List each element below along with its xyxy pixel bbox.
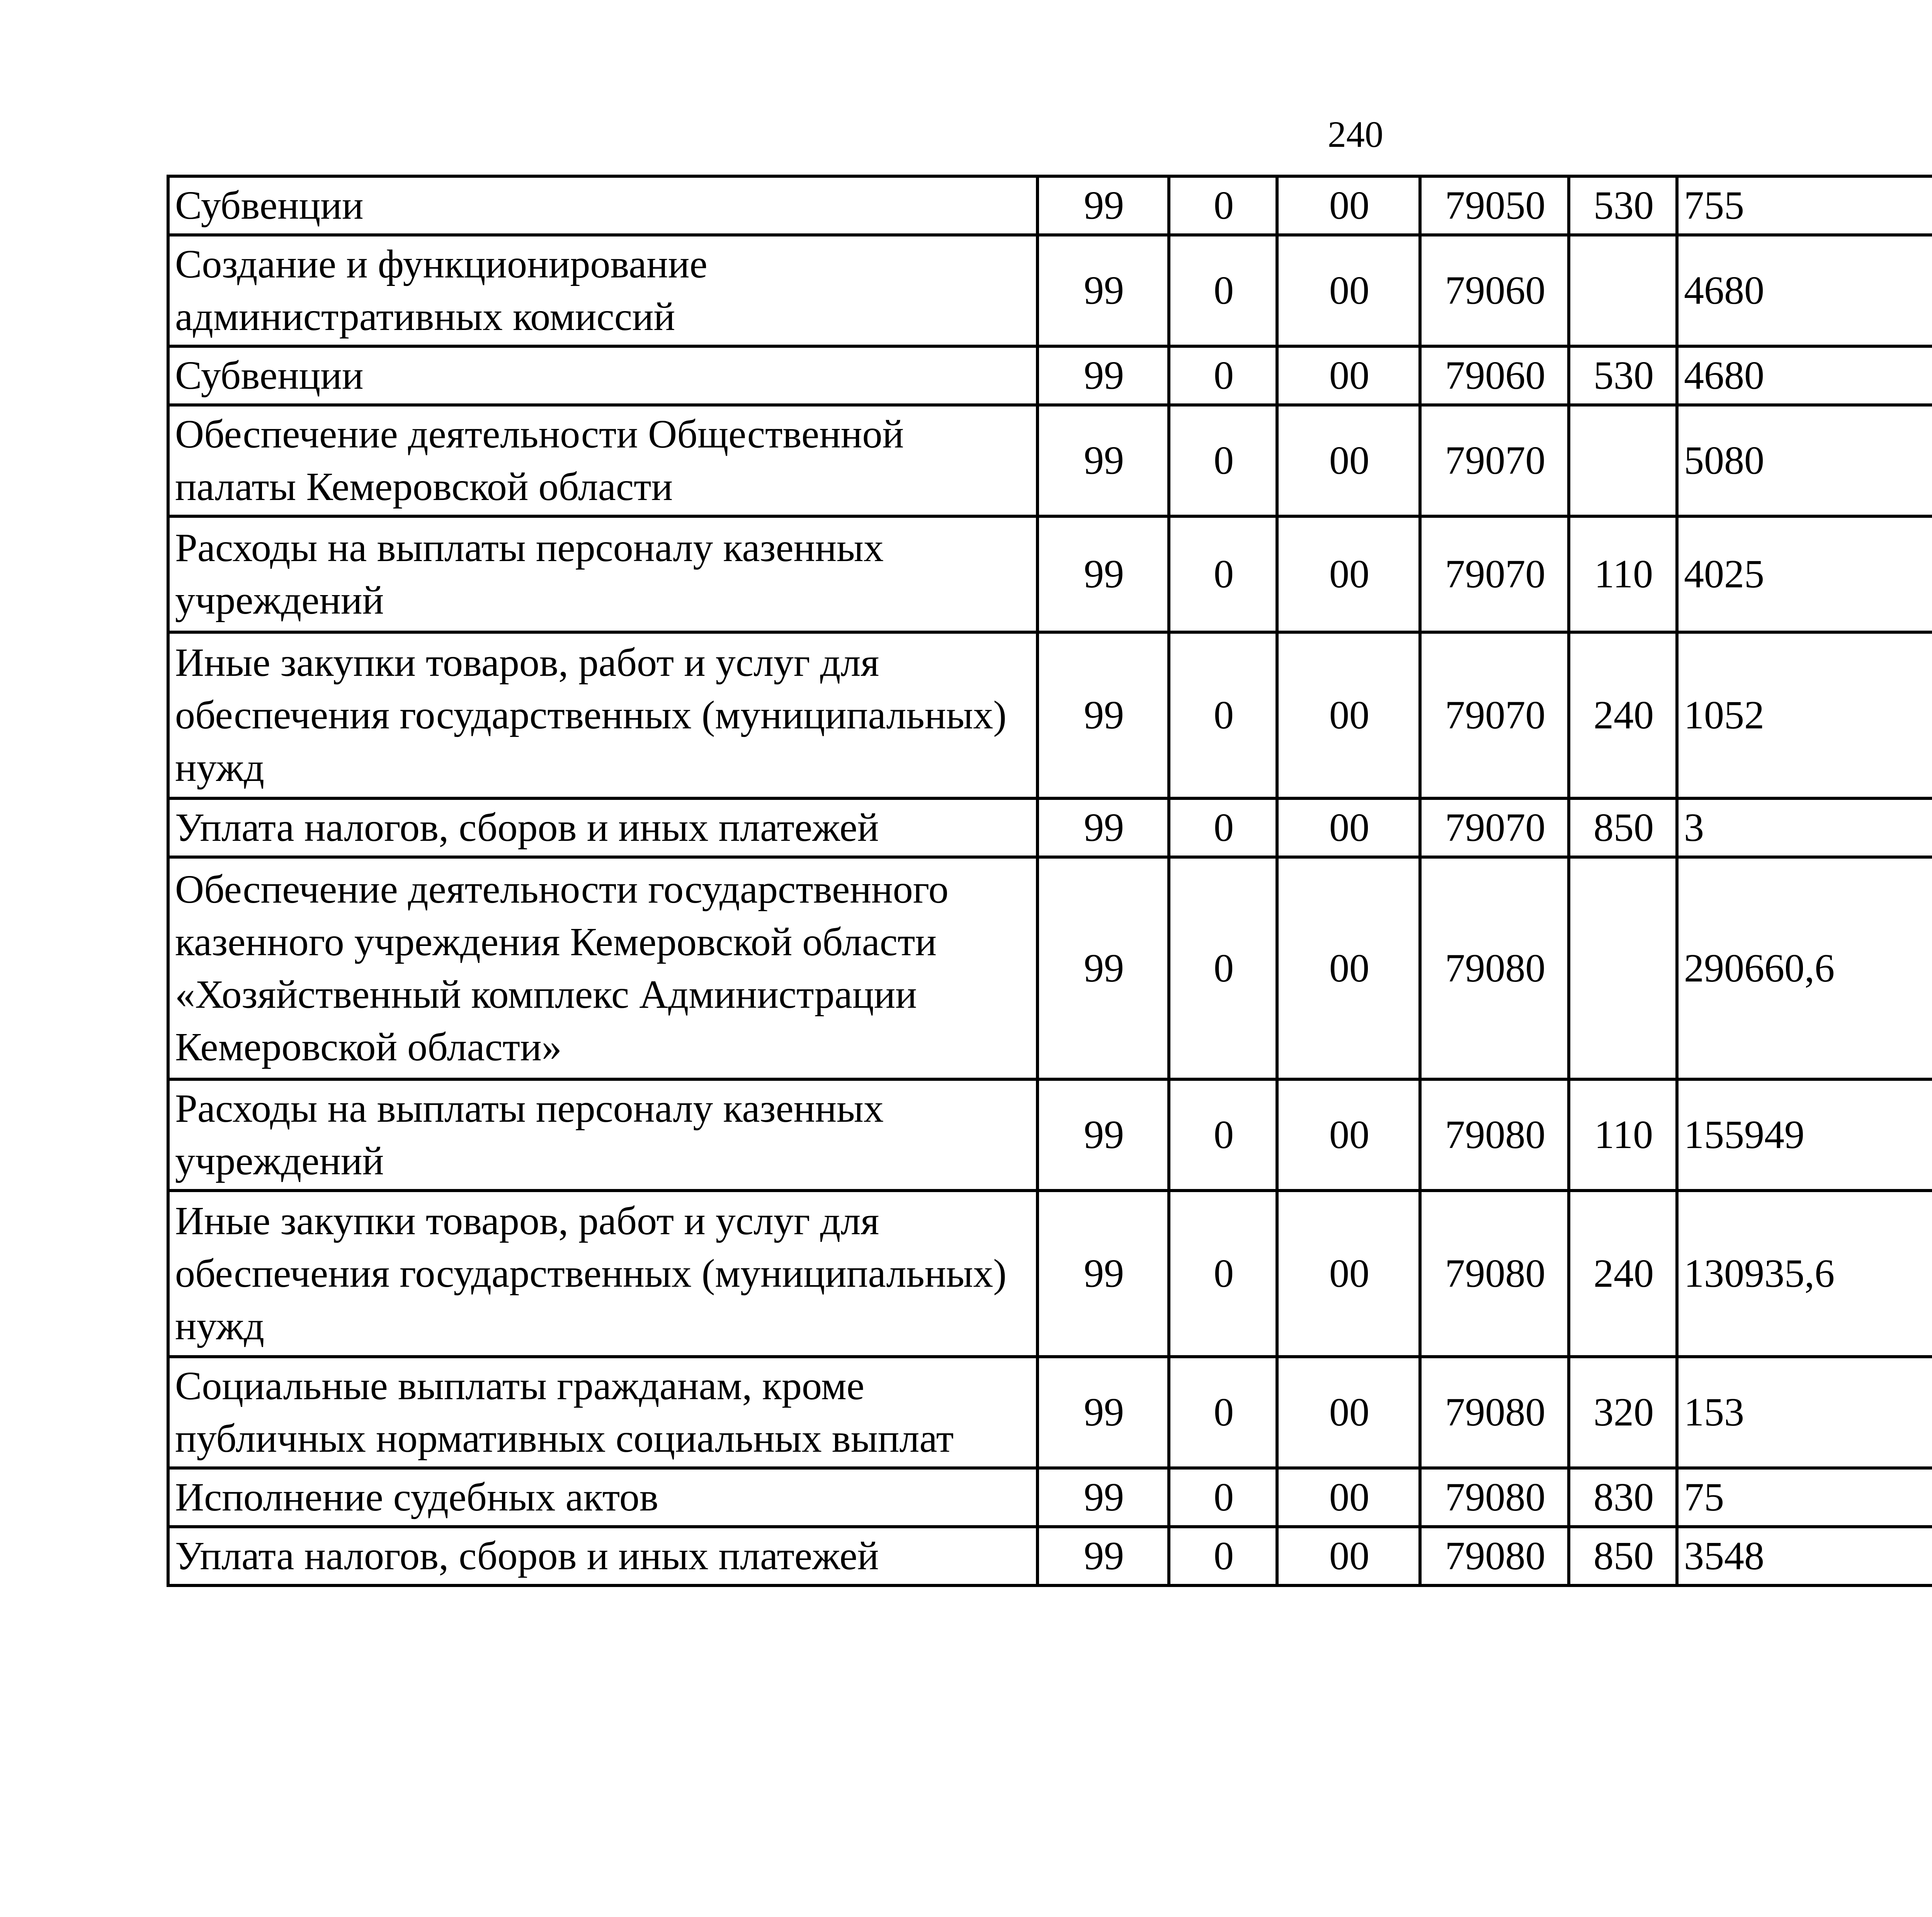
sum-year-1: 4680	[1677, 235, 1932, 346]
code-subprogram: 00	[1277, 1468, 1420, 1527]
code-expense-type: 110	[1569, 1079, 1677, 1191]
table-row	[168, 632, 1932, 798]
code-program: 0	[1169, 798, 1277, 857]
code-subprogram: 00	[1277, 857, 1420, 1079]
sum-year-1: 1052	[1677, 632, 1932, 798]
code-section: 99	[1037, 1527, 1169, 1585]
code-expense-type: 530	[1569, 346, 1677, 405]
code-program: 0	[1169, 632, 1277, 798]
code-section: 99	[1037, 1468, 1169, 1527]
row-name: Субвенции	[168, 346, 1037, 405]
code-subprogram: 00	[1277, 235, 1420, 346]
code-subprogram: 00	[1277, 516, 1420, 632]
code-direction: 79060	[1420, 346, 1569, 405]
code-section: 99	[1037, 346, 1169, 405]
code-expense-type: 850	[1569, 798, 1677, 857]
code-section: 99	[1037, 1357, 1169, 1468]
code-section: 99	[1037, 516, 1169, 632]
code-direction: 79080	[1420, 1527, 1569, 1585]
code-expense-type	[1569, 405, 1677, 516]
code-direction: 79080	[1420, 1191, 1569, 1357]
row-name: Расходы на выплаты персоналу казенных учреждений	[168, 516, 1037, 632]
code-subprogram: 00	[1277, 1527, 1420, 1585]
code-program: 0	[1169, 1191, 1277, 1357]
sum-year-1: 75	[1677, 1468, 1932, 1527]
row-name: Уплата налогов, сборов и иных платежей	[168, 798, 1037, 857]
row-name: Уплата налогов, сборов и иных платежей	[168, 1527, 1037, 1585]
row-name: Исполнение судебных актов	[168, 1468, 1037, 1527]
row-name: Создание и функционирование административных комиссий	[168, 235, 1037, 346]
row-name: Обеспечение деятельности государственного казенного учреждения Кемеровской области «Хозяйственный комплекс Администрации Кемеровской области»	[168, 857, 1037, 1079]
sum-year-1: 130935,6	[1677, 1191, 1932, 1357]
code-direction: 79080	[1420, 1468, 1569, 1527]
code-expense-type: 830	[1569, 1468, 1677, 1527]
table-row	[168, 176, 1932, 235]
row-name: Субвенции	[168, 176, 1037, 235]
budget-table	[167, 175, 1932, 1587]
table-row	[168, 516, 1932, 632]
code-expense-type: 240	[1569, 632, 1677, 798]
code-subprogram: 00	[1277, 632, 1420, 798]
row-name: Иные закупки товаров, работ и услуг для обеспечения государственных (муниципальных) нужд	[168, 632, 1037, 798]
code-direction: 79080	[1420, 857, 1569, 1079]
table-row	[168, 857, 1932, 1079]
sum-year-1: 3	[1677, 798, 1932, 857]
code-expense-type: 530	[1569, 176, 1677, 235]
sum-year-1: 3548	[1677, 1527, 1932, 1585]
code-section: 99	[1037, 632, 1169, 798]
row-name: Расходы на выплаты персоналу казенных учреждений	[168, 1079, 1037, 1191]
code-section: 99	[1037, 235, 1169, 346]
table-row	[168, 405, 1932, 516]
code-program: 0	[1169, 405, 1277, 516]
code-program: 0	[1169, 1468, 1277, 1527]
code-section: 99	[1037, 857, 1169, 1079]
code-expense-type	[1569, 857, 1677, 1079]
code-subprogram: 00	[1277, 176, 1420, 235]
sum-year-1: 755	[1677, 176, 1932, 235]
code-expense-type: 240	[1569, 1191, 1677, 1357]
table-row	[168, 1468, 1932, 1527]
code-program: 0	[1169, 1079, 1277, 1191]
code-direction: 79050	[1420, 176, 1569, 235]
code-direction: 79080	[1420, 1079, 1569, 1191]
code-program: 0	[1169, 1357, 1277, 1468]
code-program: 0	[1169, 857, 1277, 1079]
code-program: 0	[1169, 235, 1277, 346]
code-subprogram: 00	[1277, 1357, 1420, 1468]
code-program: 0	[1169, 346, 1277, 405]
row-name: Обеспечение деятельности Общественной палаты Кемеровской области	[168, 405, 1037, 516]
code-subprogram: 00	[1277, 1079, 1420, 1191]
row-name: Социальные выплаты гражданам, кроме публичных нормативных социальных выплат	[168, 1357, 1037, 1468]
sum-year-1: 155949	[1677, 1079, 1932, 1191]
code-direction: 79070	[1420, 516, 1569, 632]
sum-year-1: 5080	[1677, 405, 1932, 516]
table-row	[168, 346, 1932, 405]
page-number: 240	[1328, 114, 1383, 155]
table-row	[168, 1527, 1932, 1585]
code-direction: 79080	[1420, 1357, 1569, 1468]
code-program: 0	[1169, 516, 1277, 632]
code-subprogram: 00	[1277, 405, 1420, 516]
table-row	[168, 1357, 1932, 1468]
code-section: 99	[1037, 1079, 1169, 1191]
code-section: 99	[1037, 405, 1169, 516]
table-row	[168, 1191, 1932, 1357]
table-row	[168, 798, 1932, 857]
code-section: 99	[1037, 176, 1169, 235]
code-section: 99	[1037, 798, 1169, 857]
table-row	[168, 1079, 1932, 1191]
row-name: Иные закупки товаров, работ и услуг для обеспечения государственных (муниципальных) нужд	[168, 1191, 1037, 1357]
code-program: 0	[1169, 1527, 1277, 1585]
sum-year-1: 4025	[1677, 516, 1932, 632]
code-expense-type: 320	[1569, 1357, 1677, 1468]
code-subprogram: 00	[1277, 1191, 1420, 1357]
sum-year-1: 290660,6	[1677, 857, 1932, 1079]
code-direction: 79060	[1420, 235, 1569, 346]
code-subprogram: 00	[1277, 346, 1420, 405]
code-direction: 79070	[1420, 405, 1569, 516]
code-expense-type: 110	[1569, 516, 1677, 632]
code-direction: 79070	[1420, 798, 1569, 857]
sum-year-1: 153	[1677, 1357, 1932, 1468]
code-expense-type: 850	[1569, 1527, 1677, 1585]
code-expense-type	[1569, 235, 1677, 346]
sum-year-1: 4680	[1677, 346, 1932, 405]
table-row	[168, 235, 1932, 346]
code-section: 99	[1037, 1191, 1169, 1357]
code-subprogram: 00	[1277, 798, 1420, 857]
code-direction: 79070	[1420, 632, 1569, 798]
code-program: 0	[1169, 176, 1277, 235]
